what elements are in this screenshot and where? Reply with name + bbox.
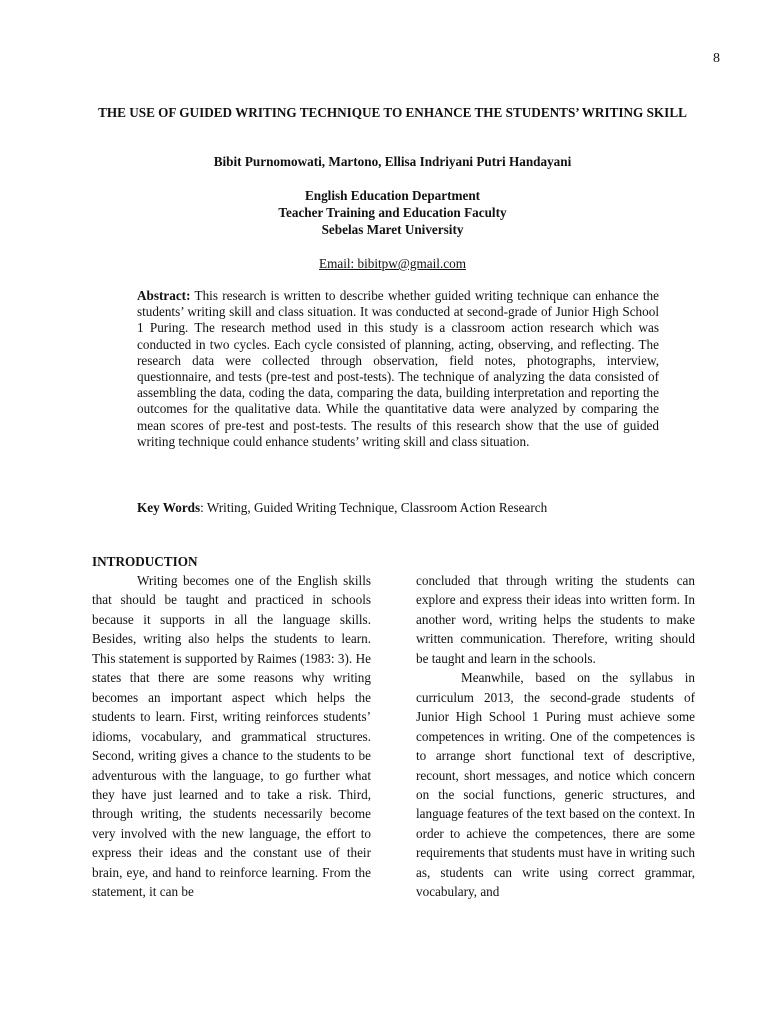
intro-paragraph-1: Writing becomes one of the English skills that should be taught and practiced in schools because it supports in all the language skills. Besides, writing also helps the students to learn. This statement is supported by Raimes (1983: 3). He states that there are some reasons why writing becomes an important aspect which helps the students to learn. First, writing reinforces students’ idioms, vocabulary, and grammatical structures. Second, writing gives a chance to the students to be adventurous with the language, to go further what they have just learned and to take a risk. Third, through writing, the students necessarily become very involved with the new language, the effort to express their ideas and the constant use of their brain, eye, and hand to reinforce learning. From the statement, it can be xyxy=(92,573,371,900)
keywords-label: Key Words xyxy=(137,500,201,515)
abstract-text: This research is written to describe whether guided writing technique can enhance the students’ writing skill and class situation. It was conducted at second-grade of Junior High School 1 Puring. The research method used in this study is a classroom action research which was conducted in two cycles. Each cycle consisted of planning, acting, observing, and reflecting. The research data were collected through observation, field notes, photographs, interview, questionnaire, and tests (pre-test and post-tests). The technique of analyzing the data consisted of assembling the data, coding the data, comparing the data, building interpretation and reporting the outcomes for the qualitative data. While the quantitative data were analyzed by comparing the mean scores of pre-test and post-tests. The results of this research show that the use of guided writing technique could enhance students’ writing skill and class situation. xyxy=(137,288,659,449)
abstract-paragraph xyxy=(137,288,659,450)
page-number: 8 xyxy=(713,51,720,66)
affiliation-block xyxy=(90,187,695,238)
paper-title: THE USE OF GUIDED WRITING TECHNIQUE TO ENHANCE THE STUDENTS’ WRITING SKILL xyxy=(98,105,687,120)
body-column-right xyxy=(416,571,695,902)
intro-paragraph-1-continued: concluded that through writing the students can explore and express their ideas into written form. In another word, writing helps the students to make written communication. Therefore, writing should be taught and learn in the schools. xyxy=(416,573,695,666)
keywords-text: : Writing, Guided Writing Technique, Classroom Action Research xyxy=(200,500,548,515)
body-column-left xyxy=(92,571,371,902)
intro-paragraph-2: Meanwhile, based on the syllabus in curriculum 2013, the second-grade students of Junior High School 1 Puring must achieve some competences in writing. One of the competences is to arrange short functional text of descriptive, recount, short messages, and notice which concern on the social functions, generic structures, and language features of the text based on the context. In order to achieve the competences, there are some requirements that students must have in writing such as, students can write using correct grammar, vocabulary, and xyxy=(416,670,695,900)
author-list: Bibit Purnomowati, Martono, Ellisa Indriyani Putri Handayani xyxy=(213,154,572,169)
faculty-name: Teacher Training and Education Faculty xyxy=(278,205,507,220)
university-name: Sebelas Maret University xyxy=(321,222,464,237)
email-link[interactable]: Email: bibitpw@gmail.com xyxy=(319,256,466,271)
section-heading-introduction: INTRODUCTION xyxy=(92,554,198,569)
keywords-paragraph xyxy=(137,499,659,516)
department-name: English Education Department xyxy=(304,188,481,203)
email-line xyxy=(90,255,695,272)
abstract-label: Abstract: xyxy=(137,288,191,303)
